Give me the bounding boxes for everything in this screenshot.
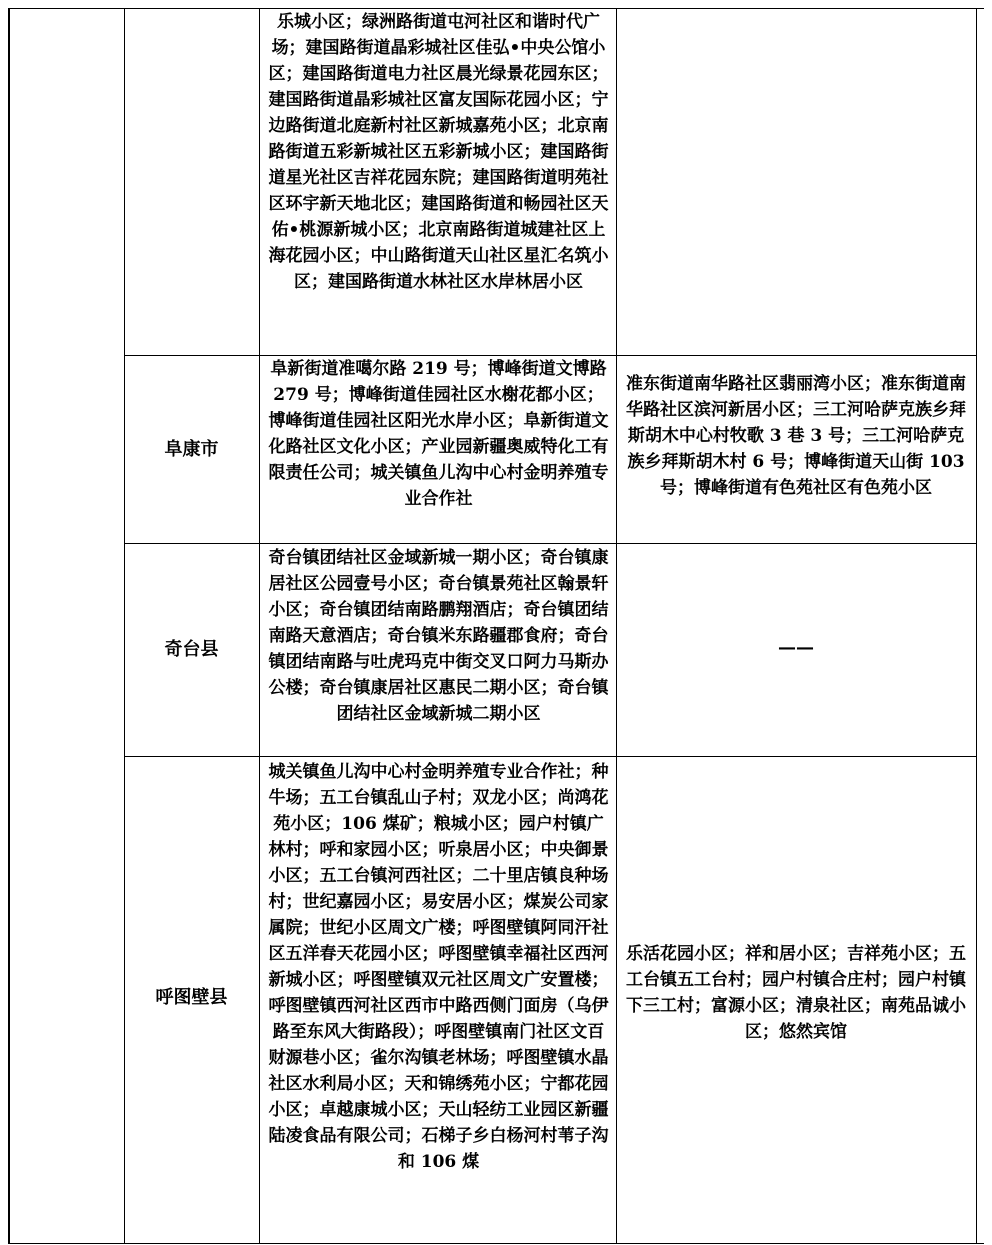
region-cell: 呼图壁县 — [155, 987, 228, 1008]
column-divider-3 — [616, 9, 617, 1244]
region-cell: 阜康市 — [164, 439, 219, 460]
district-table — [8, 8, 984, 1244]
list-a-cell: 城关镇鱼儿沟中心村金明养殖专业合作社；种牛场；五工台镇乱山子村；双龙小区；尚鸿花苑小区；106 煤矿；粮城小区；园户村镇广林村；呼和家园小区；听泉居小区；中央御景小区；五工台镇河西社区；二十里店镇良种场村；世纪嘉园小区；易安居小区；煤炭公司家属院；世纪小区周文广楼；呼图壁镇阿同汗社区五洋春天花园小区；呼图壁镇幸福社区西河新城小区；呼图壁镇双元社区周文广安置楼；呼图壁镇西河社区西市中路西侧门面房（乌伊路至东风大街路段）；呼图壁镇南门社区文百财源巷小区；雀尔沟镇老林场；呼图壁镇水晶社区水利局小区；天和锦绣苑小区；宁都花园小区；卓越康城小区；天山轻纺工业园区新疆陆凌食品有限公司；石梯子乡白杨河村苇子沟和 106 煤 — [268, 762, 609, 1172]
column-divider-1 — [124, 9, 125, 1244]
empty-placeholder-dash: —— — [778, 637, 814, 658]
list-b-cell: 准东街道南华路社区翡丽湾小区；准东街道南华路社区滨河新居小区；三工河哈萨克族乡拜斯胡木中心村牧歌 3 巷 3 号；三工河哈萨克族乡拜斯胡木村 6 号；博峰街道天山街 103 号；博峰街道有色苑社区有色苑小区 — [626, 374, 966, 498]
column-divider-4 — [976, 9, 977, 1244]
list-a-cell: 阜新街道准噶尔路 219 号；博峰街道文博路 279 号；博峰街道佳园社区水榭花都小区；博峰街道佳园社区阳光水岸小区；阜新街道文化路社区文化小区；产业园新疆奥威特化工有限责任公司；城关镇鱼儿沟中心村金明养殖专业合作社 — [268, 359, 609, 509]
region-cell: 奇台县 — [164, 639, 219, 660]
column-divider-2 — [259, 9, 260, 1244]
list-b-cell: 乐活花园小区；祥和居小区；吉祥苑小区；五工台镇五工台村；园户村镇合庄村；园户村镇下三工村；富源小区；清泉社区；南苑品诚小区；悠然宾馆 — [626, 944, 966, 1042]
table-bottom-border — [10, 1243, 984, 1244]
row-divider-3 — [124, 756, 976, 757]
list-a-cell: 乐城小区；绿洲路街道屯河社区和谐时代广场；建国路街道晶彩城社区佳弘•中央公馆小区；建国路街道电力社区晨光绿景花园东区；建国路街道晶彩城社区富友国际花园小区；宁边路街道北庭新村社区新城嘉苑小区；北京南路街道五彩新城社区五彩新城小区；建国路街道星光社区吉祥花园东院；建国路街道明苑社区环宇新天地北区；建国路街道和畅园社区天佑•桃源新城小区；北京南路街道城建社区上海花园小区；中山路街道天山社区星汇名筑小区；建国路街道水林社区水岸林居小区 — [268, 12, 609, 292]
list-a-cell: 奇台镇团结社区金域新城一期小区；奇台镇康居社区公园壹号小区；奇台镇景苑社区翰景轩小区；奇台镇团结南路鹏翔酒店；奇台镇团结南路天意酒店；奇台镇米东路疆郡食府；奇台镇团结南路与吐虎玛克中街交叉口阿力马斯办公楼；奇台镇康居社区惠民二期小区；奇台镇团结社区金域新城二期小区 — [268, 548, 609, 724]
row-divider-2 — [124, 543, 976, 544]
